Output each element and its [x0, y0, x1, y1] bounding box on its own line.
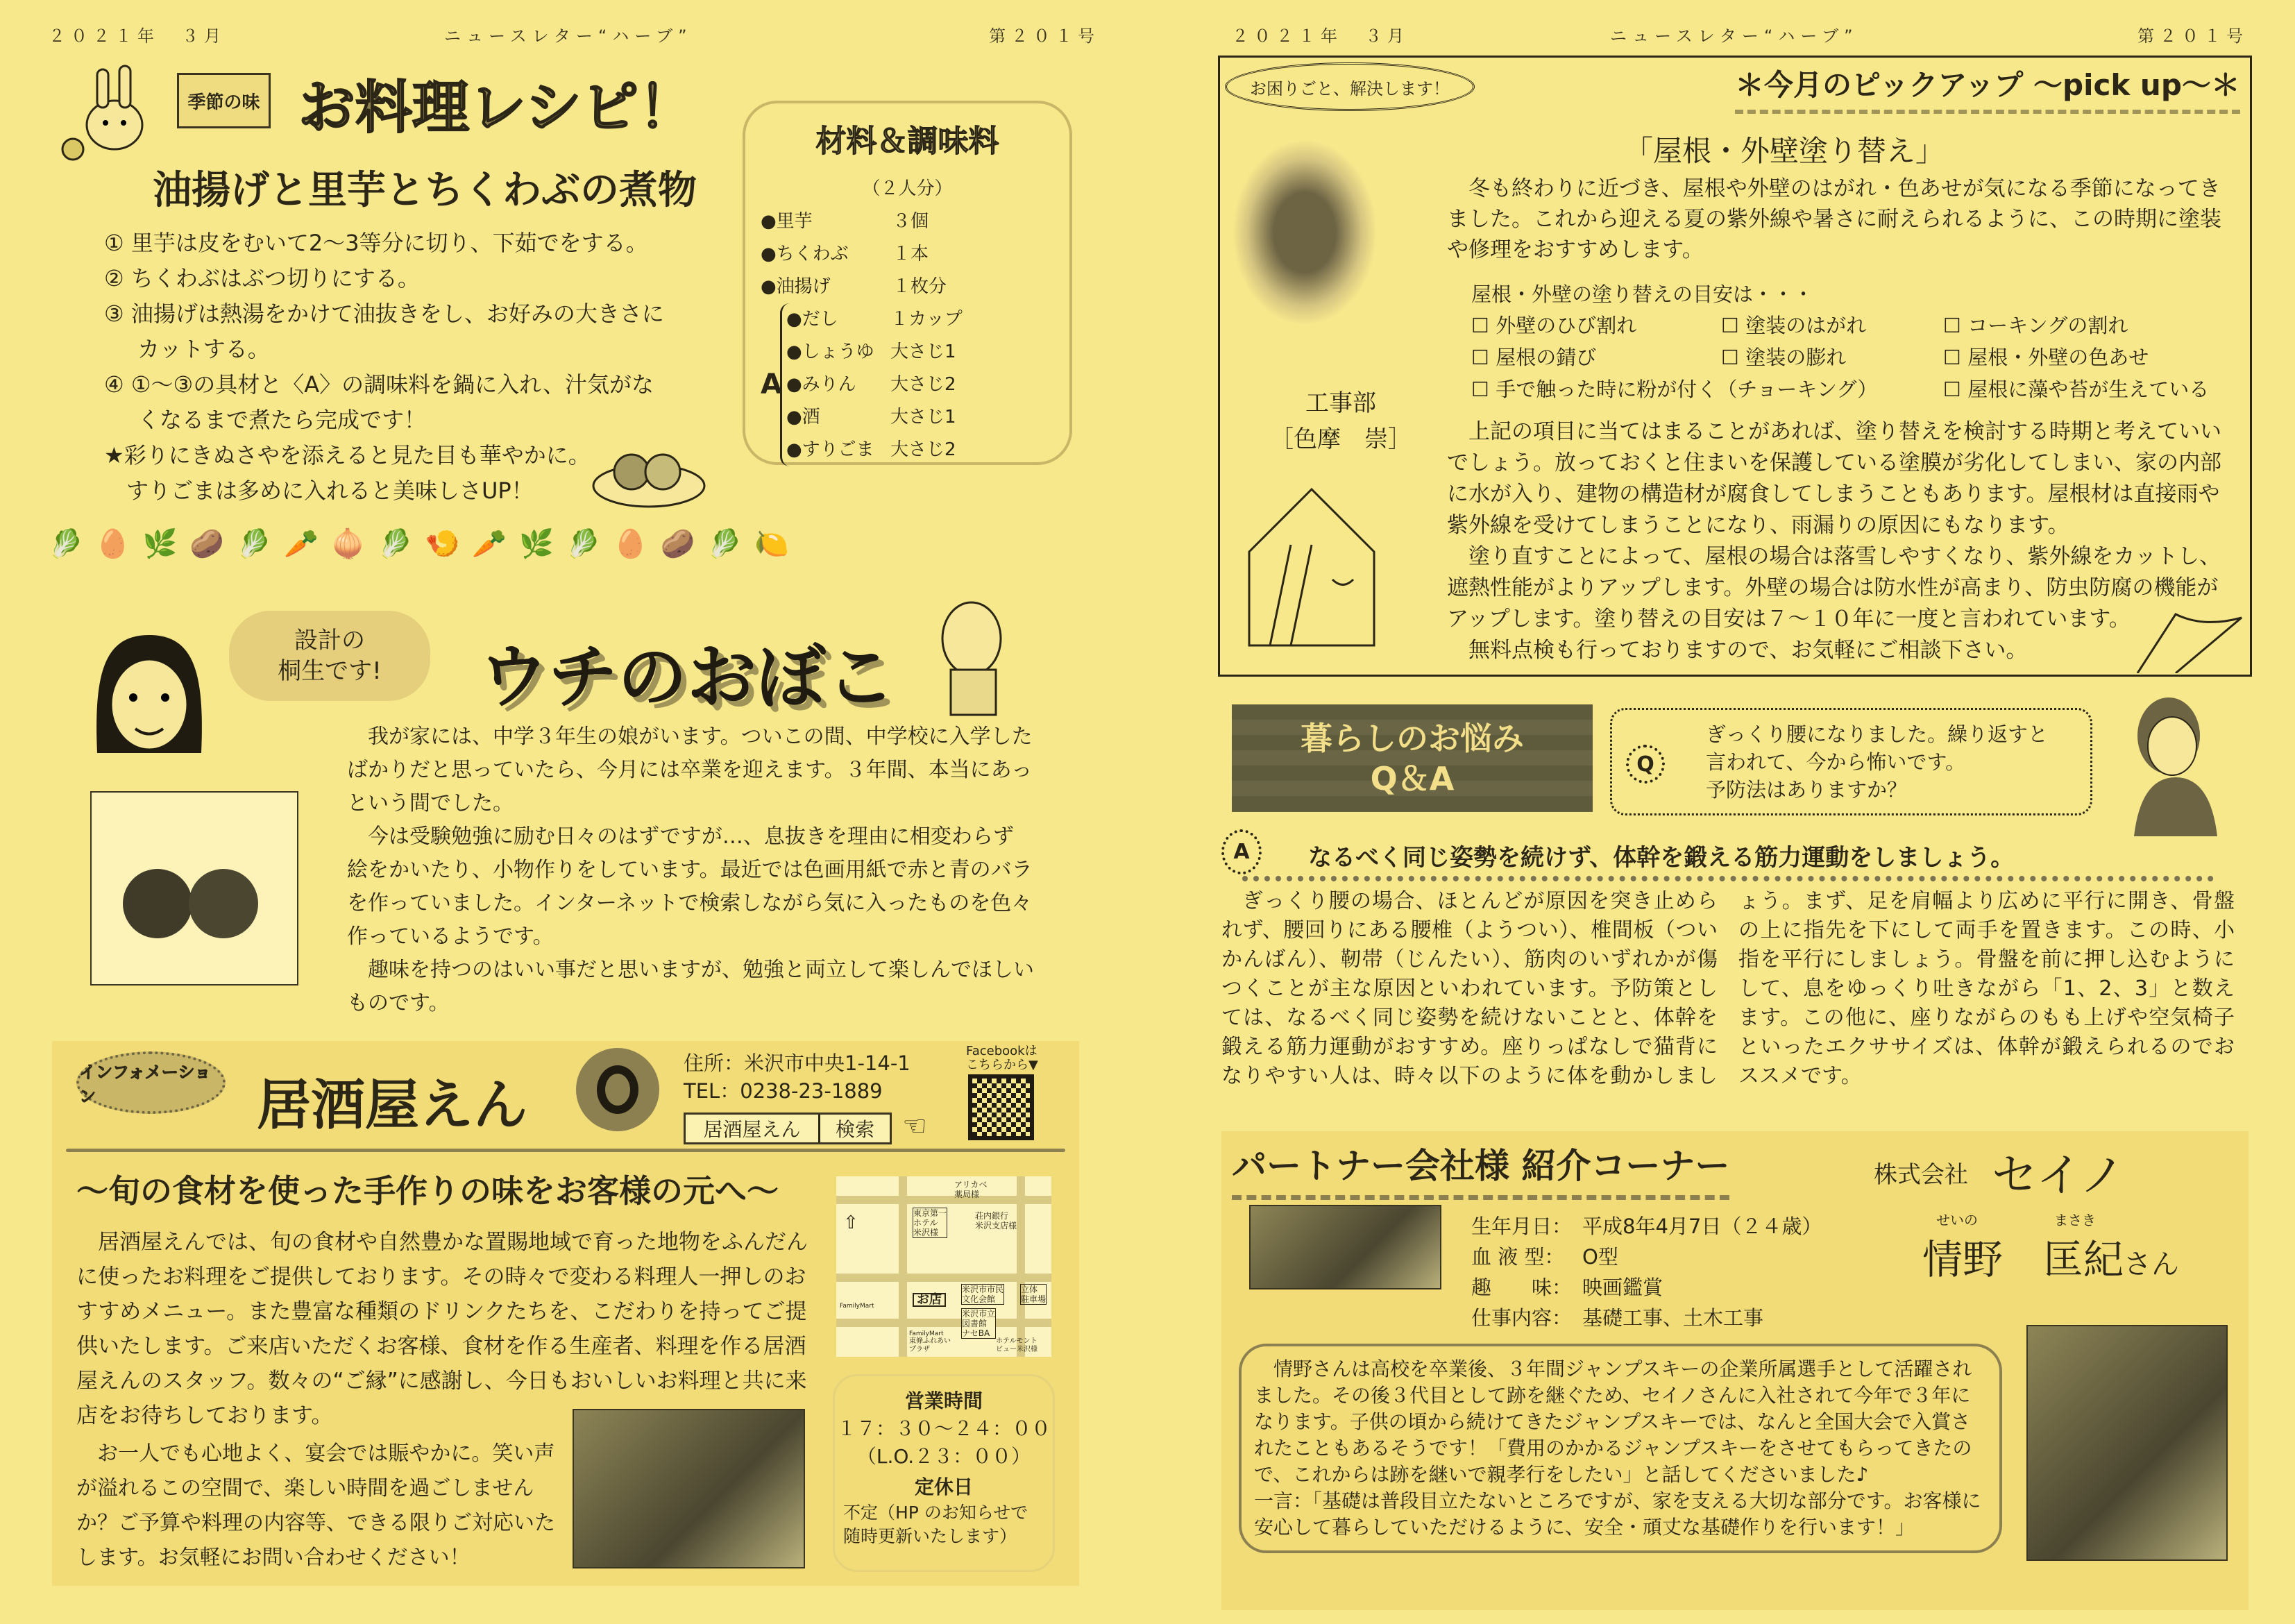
- ingredients-title: 材料＆調味料: [815, 124, 999, 159]
- designer-face-icon: [90, 632, 208, 756]
- recipe-step: ① 里芋は皮をむいて2～3等分に切り、下茹でをする。: [104, 230, 648, 256]
- paragraph: 無料点検も行っておりますので、お気軽にご相談下さい。: [1468, 638, 2028, 663]
- recipe-tip: すりごまは多めに入れると美味しさUP！: [126, 477, 534, 504]
- hours-title: 営業時間: [904, 1389, 983, 1412]
- shop-map[interactable]: [836, 1176, 1051, 1357]
- profile-label: 仕事内容：: [1471, 1306, 1573, 1330]
- paragraph: 冬も終わりに近づき、屋根や外壁のはがれ・色あせが気になる季節になってきました。これから迎える夏の紫外線や暑さに耐えられるように、この時期に塗装や修理をおすすめします。: [1447, 176, 2221, 262]
- ruby-family: せいの: [1936, 1212, 1978, 1228]
- shop-name: 居酒屋えん: [257, 1074, 528, 1137]
- map-label: 東京第一 ホテル 米沢様: [913, 1208, 947, 1237]
- qa-board-title: 暮らしのお悩み Q＆A: [1232, 704, 1593, 812]
- left-header-newsletter: ニュースレター“ハーブ”: [444, 26, 693, 46]
- restaurant-interior-photo: [573, 1409, 805, 1568]
- question-box: [1610, 708, 2092, 815]
- search-input[interactable]: 居酒屋えん: [686, 1115, 820, 1142]
- last-order: （L.O.２３：００）: [856, 1445, 1031, 1468]
- paragraph: 居酒屋えんでは、旬の食材や自然豊かな置賜地域で育った地物をふんだんに使ったお料理をご提供しております。その時々で変わる料理人一押しのおすすめメニュー。また豊富な種類のドリンクたちを、こだわりを持ってご提供いたします。ご来店いただくお客様、食材を作る生産者、料理を作る居酒屋えんのスタッフ。数々の“ご縁”に感謝し、今日もおいしいお料理と共に来店をお待ちしております。: [76, 1230, 808, 1428]
- ingredient-row: ●すりごま 大さじ2: [786, 439, 956, 460]
- paragraph: ぎっくり腰の場合、ほとんどが原因を突き止められず、腰回りにある腰椎（ようつい）、椎間板（ついかんばん）、靭帯（じんたい）、筋肉のいずれかが傷つくことが主な原因といわれています。予防策としては、なるべく同じ姿勢を続けないことと、体幹を鍛える筋力運動がおすすめ。座りっぱなしで猫背になりやすい人は、時々以下のように体を動かしましょう。まず、足を肩幅より広めに平行に開き、骨盤の上に指先を下にして両手を置きます。この時、小指を平行にしましょう。骨盤を前に押し込むようにして、息をゆっくり吐きながら「1、2、3」と数えます。この他に、座りながらのもも上げや空気椅子といったエクササイズは、体幹が鍛えられるのでおススメです。: [1221, 889, 2235, 1088]
- map-label: 立体 駐車場: [1021, 1285, 1047, 1304]
- hours: １７：３０～２４：００: [836, 1417, 1051, 1440]
- dotted-divider: [1242, 876, 2214, 881]
- paragraph: 我が家には、中学３年生の娘がいます。ついこの間、中学校に入学したばかりだと思っていたら、今月には卒業を迎えます。３年間、本当にあっという間でした。: [347, 725, 1033, 815]
- checklist-item: ☐ コーキングの割れ: [1943, 310, 2242, 341]
- pickup-title: 「屋根・外壁塗り替え」: [1624, 134, 1945, 168]
- answer-headline: なるべく同じ姿勢を続けず、体幹を鍛える筋力運動をしましょう。: [1308, 844, 2015, 872]
- staff-credit: [1270, 385, 1412, 457]
- map-label: アリカベ 薬局様: [954, 1180, 988, 1199]
- vegetable-border-icon: 🥬🥚🌿🥔🥬🥕🧅🥬🍤🥕🌿🥬🥚🥔🥬🍋: [49, 528, 802, 560]
- paragraph: お一人でも心地よく、宴会では賑やかに。笑い声が溢れるこの空間で、楽しい時間を過ごしませんか？ご予算や料理の内容等、できる限りご対応いたします。お気軽にお問い合わせください！: [76, 1441, 555, 1570]
- paragraph: 情野さんは高校を卒業後、３年間ジャンプスキーの企業所属選手として活躍されました。その後３代目として跡を継ぐため、セイノさんに入社されて今年で３年になります。子供の頃から続けてきたジャンプスキーでは、なんと全国大会で入賞されたこともあるそうです！「費用のかかるジャンプスキーをさせてもらってきたので、これからは跡を継いで親孝行をしたい」と話してくださいました♪ 一言：「基礎は普段目立たないところですが、家を支える大切な部分です。お客様に安心して暮らしていただけるように、安全・頑丈な基礎作りを行います！」: [1254, 1357, 1981, 1539]
- map-road: [1017, 1176, 1025, 1357]
- speech-cloud: 設計の 桐生です!: [229, 611, 430, 701]
- a-mark: A: [1221, 829, 1262, 874]
- profile-label: 趣 味：: [1471, 1276, 1573, 1299]
- shop-tel: TEL：0238-23-1889: [684, 1079, 883, 1103]
- ouchi-title: ウチのおぼこ: [479, 636, 895, 718]
- checklist-title: 屋根・外壁の塗り替えの目安は・・・: [1471, 282, 1814, 306]
- paragraph: 上記の項目に当てはまることがあれば、塗り替えを検討する時期と考えていいでしょう。放っておくと住まいを保護している塗膜が劣化してしまい、家の内部に水が入り、建物の構造材が腐食してしまうこともあります。屋根材は直接雨や紫外線を受けてしまうことになり、雨漏りの原因にもなります。: [1447, 419, 2221, 538]
- ingredient-row: ●酒 大さじ1: [786, 407, 956, 428]
- map-label: FamilyMart: [909, 1330, 944, 1337]
- info-badge: インフォメーション: [76, 1051, 226, 1114]
- staff-dept: 工事部: [1305, 389, 1376, 417]
- map-road: [899, 1176, 907, 1357]
- checklist-item: ☐ 手で触った時に粉が付く（チョーキング）: [1471, 373, 1943, 405]
- worried-woman-icon: [2120, 687, 2231, 836]
- profile-value: 基礎工事、土木工事: [1582, 1306, 1764, 1330]
- checklist-item: ☐ 屋根に藻や苔が生えている: [1943, 373, 2242, 405]
- map-label: ホテルモント ビュー米沢様: [996, 1337, 1038, 1353]
- partner-title: パートナー会社様 紹介コーナー: [1232, 1138, 1729, 1200]
- ingredient-row: ●だし １カップ: [786, 309, 963, 330]
- recipe-step: ③ 油揚げは熱湯をかけて油抜きをし、お好みの大きさにカットする。: [104, 301, 664, 362]
- checklist-item: ☐ 塗装の膨れ: [1721, 341, 1943, 373]
- checklist-item: ☐ 屋根・外壁の色あせ: [1943, 341, 2242, 373]
- facebook-label: Facebookは こちらから▼: [966, 1044, 1038, 1072]
- right-header-date: ２０２１年 ３月: [1232, 26, 1409, 46]
- search-button[interactable]: 検索: [835, 1118, 874, 1141]
- checklist-item: ☐ 塗装のはがれ: [1721, 310, 1943, 341]
- seasonal-badge: 季節の味: [177, 73, 271, 128]
- checklist-item: ☐ 外壁のひび割れ: [1471, 310, 1721, 341]
- worker-character-icon: [923, 597, 1027, 729]
- left-header-issue: 第２０１号: [989, 26, 1100, 46]
- page-curl-icon: [2134, 607, 2245, 673]
- ingredients-box: [743, 101, 1072, 465]
- origami-roses-photo: [90, 791, 298, 986]
- recipe-step: ② ちくわぶはぶつ切りにする。: [104, 265, 420, 291]
- partner-portrait-photo: [2026, 1325, 2228, 1561]
- pickup-intro: [1447, 174, 2224, 265]
- company-prefix: 株式会社: [1874, 1161, 1968, 1189]
- right-header-newsletter: ニュースレター“ハーブ”: [1610, 26, 1858, 46]
- shop-contact: [684, 1049, 958, 1105]
- question-text: ぎっくり腰になりました。繰り返すと 言われて、今から怖いです。 予防法はありますか？: [1706, 722, 2049, 802]
- profile-value: 平成8年4月7日（２４歳）: [1582, 1215, 1822, 1238]
- closed-days: 不定（HP のお知らせで随時更新いたします）: [843, 1503, 1028, 1546]
- q-mark: Q: [1626, 745, 1665, 784]
- profile-row: [1471, 1211, 1822, 1242]
- pointing-hand-icon: ☜: [902, 1110, 927, 1142]
- answer-body: [1221, 887, 2235, 1091]
- map-label: 東條ふれあい プラザ: [909, 1337, 951, 1353]
- company-name: セイノ: [1992, 1149, 2126, 1202]
- ingredient-row: ●ちくわぶ １本: [761, 244, 929, 264]
- shop-body-2: [76, 1437, 566, 1575]
- recipe-title: お料理レシピ！: [298, 75, 695, 141]
- ruby-given: まさき: [2054, 1212, 2096, 1228]
- facebook-qr-code[interactable]: [968, 1074, 1034, 1140]
- paragraph: 今は受験勉強に励む日々のはずですが…、息抜きを理由に相変わらず絵をかいたり、小物作りをしています。最近では色画用紙で赤と青のバラを作っていました。インターネットで検索しながら気に入ったものを色々作っているようです。: [347, 824, 1033, 949]
- profile-label: 血 液 型：: [1471, 1245, 1565, 1269]
- checklist: [1471, 310, 2242, 405]
- shop-body-1: [76, 1225, 812, 1433]
- paragraph: 趣味を持つのはいい事だと思いますが、勉強と両立して楽しんでほしいものです。: [347, 958, 1034, 1015]
- map-shop-marker: お店: [913, 1293, 946, 1307]
- profile-row: [1471, 1272, 1822, 1303]
- ingredient-row: ●しょうゆ 大さじ1: [786, 341, 956, 362]
- closed-title: 定休日: [914, 1475, 973, 1498]
- dish-title: 油揚げと里芋とちくわぶの煮物: [153, 168, 697, 213]
- map-label: 米沢市市民 文化会館: [962, 1285, 1004, 1304]
- recipe-tip: ★彩りにきぬさやを添えると見た目も華やかに。: [104, 442, 591, 468]
- map-label: 米沢市立 図書館 ナセBA: [962, 1309, 996, 1338]
- partner-person-name: 情野 匡紀さん: [1922, 1236, 2180, 1283]
- stew-dish-icon: [590, 434, 708, 510]
- shop-logo: [576, 1048, 659, 1131]
- ouchi-body: [347, 720, 1034, 1020]
- north-arrow-icon: ⇧: [843, 1212, 858, 1233]
- right-header-issue: 第２０１号: [2137, 26, 2249, 46]
- partner-body: [1239, 1344, 2002, 1553]
- partner-profile: [1471, 1211, 1822, 1333]
- profile-value: O型: [1582, 1245, 1618, 1269]
- map-label: FamilyMart: [840, 1303, 874, 1310]
- profile-label: 生年月日：: [1471, 1215, 1573, 1238]
- pickup-body: [1447, 416, 2224, 666]
- staff-name: ［色摩 崇］: [1270, 425, 1412, 453]
- map-label: 荘内銀行 米沢支店様: [975, 1211, 1017, 1230]
- paragraph: 塗り直すことによって、屋根の場合は落雪しやすくなり、紫外線をカットし、遮熱性能がよりアップします。外壁の場合は防水性が高まり、防虫防腐の機能がアップします。塗り替えの目安は７～１０年に一度と言われています。: [1447, 544, 2221, 632]
- ingredient-row: ●みりん 大さじ2: [786, 374, 956, 395]
- divider: [66, 1149, 1065, 1152]
- ingredient-row: ●里芋 ３個: [761, 211, 929, 232]
- hours-box: [833, 1374, 1055, 1572]
- checklist-item: ☐ 屋根の錆び: [1471, 341, 1721, 373]
- meeting-photo: [1249, 1205, 1441, 1289]
- recipe-steps: [104, 226, 673, 509]
- search-box[interactable]: [684, 1113, 892, 1144]
- shop-address: 住所：米沢市中央1-14-1: [684, 1051, 911, 1075]
- profile-value: 映画鑑賞: [1582, 1276, 1663, 1299]
- ingredient-row: ●油揚げ １枚分: [761, 276, 947, 297]
- staff-portrait-photo: [1232, 139, 1378, 326]
- recipe-step: ④ ①～③の具材と〈A〉の調味料を鍋に入れ、汁気がなくなるまで煮たら完成です！: [104, 371, 654, 433]
- pickup-heading: ＊今月のピックアップ ～pick up～＊: [1735, 62, 2240, 114]
- profile-row: [1471, 1303, 1822, 1333]
- servings: （２人分）: [862, 178, 953, 199]
- shop-tagline: ～旬の食材を使った手作りの味をお客様の元へ～: [76, 1172, 779, 1210]
- house-painter-icon: [1242, 482, 1381, 649]
- group-label: A: [761, 369, 782, 400]
- pickup-oval: お困りごと、解決します！: [1225, 62, 1475, 111]
- left-header-date: ２０２１年 ３月: [49, 26, 226, 46]
- rabbit-chef-icon: [56, 59, 160, 163]
- profile-row: [1471, 1242, 1822, 1272]
